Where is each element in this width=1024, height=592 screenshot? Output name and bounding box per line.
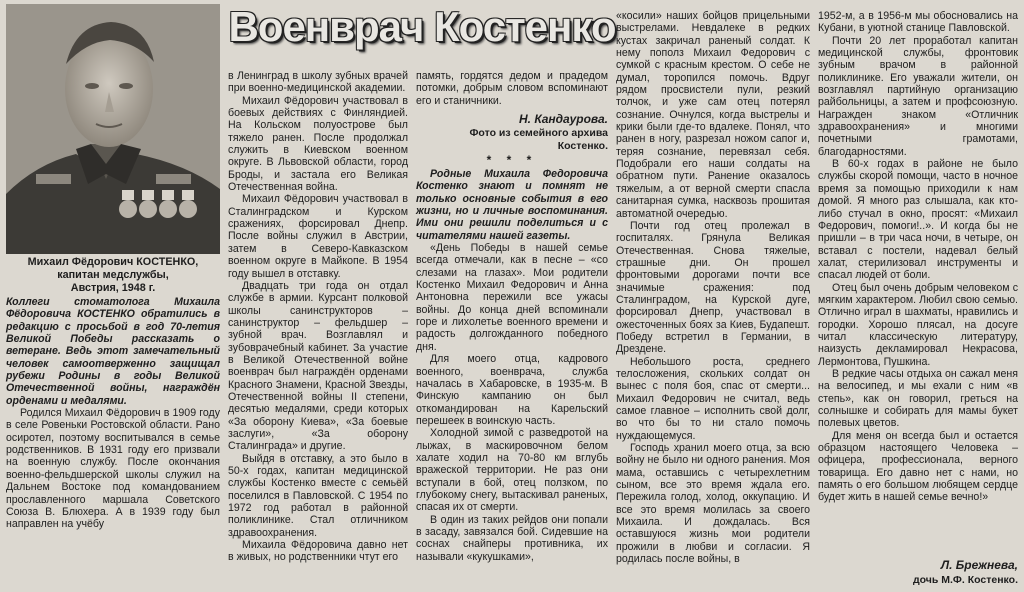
paragraph: Холодной зимой с разведротой на лыжах, в маскировочном белом халате ходил на 70-80 км вглубь вражеской территории. Не раз они вступали в бой, отец ползком, по глубокому снегу, вытаскивал раненых, спасая их от смерти. (416, 427, 608, 514)
photo-caption: Михаил Фёдорович КОСТЕНКО, капитан медслужбы, Австрия, 1948 г. (27, 256, 199, 294)
author-relation: дочь М.Ф. Костенко. (912, 574, 1018, 586)
headline: Военврач Костенко (228, 3, 616, 50)
paragraph: 1952-м, а в 1956-м мы обосновались на Кубани, в уютной станице Павловской. (818, 10, 1018, 35)
paragraph: Небольшого роста, среднего телосложения, скольких солдат он вынес с поля боя, спас от смерти... Михаил Федорович не считал, ведь самое главное – исполнить свой долг, во что бы то ни стало помочь нуждающемуся. (616, 355, 810, 442)
paragraph: Для меня он всегда был и остается образцом настоящего Человека – офицера, профессионала, верного товарища. Его давно нет с нами, но память о его большом любящем сердце будет жить в нашей семье вечно!» (818, 429, 1018, 504)
paragraph: Михаил Фёдорович участвовал в боевых действиях с Финляндией. На Кольском полуострове был тяжело ранен. После продолжал служить в Киевском военном округе. В Львовской области, город Броды, и застала его Великая Отечественная война. (228, 94, 408, 194)
portrait-photo (6, 4, 220, 254)
section-divider: * * * (486, 153, 538, 167)
intro-paragraph: Коллеги стоматолога Михаила Фёдоровича КОСТЕНКО обратились в редакцию с просьбой в год 70-летия Великой Победы рассказать о ветеране. Ведь этот замечательный человек самоотверженно защищал рубежи Родины в годы Великой Отечественной войны, награждён орденами и медалями. (6, 296, 220, 407)
soldier-portrait-image (6, 4, 220, 254)
paragraph: Михаил Фёдорович участвовал в Сталинградском и Курском сражениях, форсировал Днепр. После войны служил в Австрии, затем в Северо-Кавказском военном округе в Майкопе. В 1954 году вышел в отставку. (228, 193, 408, 280)
italic-lead: Родные Михаила Федоровича Костенко знают и помнят не только основные события в его жизни, но и личные воспоминания. Ими они решили поделиться и с читателями нашей газеты. (416, 168, 608, 242)
paragraph: Двадцать три года он отдал службе в армии. Курсант полковой школы санинструкторов – санинструктор – фельдшер – зубной врач. Возглавлял и зубоврачебный кабинет. За участие в Великой Отечественной войне военврач был награждён орденами Красного Знамени, Красной Звезды, Отечественной войны II степени, десятью медалями, среди которых «За оборону Киева», «За боевые заслуги», «За оборону Сталинграда» и другие. (228, 279, 408, 453)
paragraph: «День Победы в нашей семье всегда отмечали, как в песне – «со слезами на глазах». Мои родители Костенко Михаил Федорович и Анна Антоновна пережили все ужасы войны. До конца дней вспоминали горе и лихолетье военного времени и радость долгожданного победного дня. (416, 242, 608, 353)
paragraph: Михаила Фёдоровича давно нет в живых, но родственники чтут его (228, 539, 408, 564)
paragraph: Отец был очень добрым человеком с мягким характером. Любил свою семью. Отлично играл в шахматы, нравились и городки. Хорошо плясал, на досуге читал классическую литературу, наизусть декламировал Некрасова, Лермонтова, Пушкина. (818, 281, 1018, 368)
column-3-continued (416, 168, 608, 563)
column-5 (818, 10, 1018, 504)
paragraph: В 60-х годах в районе не было службы скорой помощи, часто в ночное время за помощью приходили к нам домой. Я много раз слышала, как кто-либо стучал в окно, просят: «Михаил Федорович, помоги!..». И когда бы не пришли – в три часа ночи, в четыре, он вставал с постели, надевал белый халат, стерилизовал инструменты и спасал людей от боли. (818, 158, 1018, 282)
paragraph: Господь хранил моего отца, за всю войну не было ни одного ранения. Моя мама, оставшись с четырехлетним сыном, все это время ждала его. Пережила голод, холод, оккупацию. И все это время молилась за своего Михаила. И дождалась. Вся оставшуюся жизнь мои родители прожили в любви и согласии. Я родилась после войны, в (616, 442, 810, 566)
column-2 (228, 70, 408, 564)
paragraph: В редкие часы отдыха он сажал меня на велосипед, и мы ехали с ним «в степь», как он говорил, греться на солнышке и собирать для мамы букет полевых цветов. (818, 367, 1018, 430)
author-signature-2: Л. Брежнева, (940, 558, 1018, 572)
paragraph: Выйдя в отставку, а это было в 50-х годах, капитан медицинской службы Костенко вместе с семьёй поселился в Павловской. С 1954 по 1972 год работал в районной поликлинике. Стал отличником здравоохранения. (228, 452, 408, 539)
paragraph: память, гордятся дедом и прадедом потомки, добрым словом вспоминают его и станичники. (416, 70, 608, 107)
paragraph: Для моего отца, кадрового военного, военврача, служба началась в Хабаровске, в 1935-м. В Финскую кампанию он был откомандирован на Карельский перешеек в воинскую часть. (416, 353, 608, 427)
column-4 (616, 10, 810, 565)
column-1 (6, 296, 220, 531)
photo-credit: Фото из семейного архива Костенко. (469, 127, 608, 152)
paragraph: «косили» наших бойцов прицельными выстрелами. Невдалеке в редких кустах закричал раненый солдат. К нему пополз Михаил Федорович с сумкой с красным крестом. О себе не думал, торопился помочь. Вдруг рядом просвистели пули, резкий толчок, и уже сам отец потерял сознание. Очнулся, когда выстрелы и крики были где-то вдалеке. Понял, что ранен в ногу, разрезал ножом сапог и, теряя сознание, перевязал себя. Подобрали его наши солдаты на обратном пути. Ранение оказалось тяжелым, а от верной смерти спасла санитарная сумка, насквозь прошитая автоматной очередью. (616, 10, 810, 220)
paragraph: Почти год отец пролежал в госпиталях. Грянула Великая Отечественная. Снова тяжелые, страшные дни. Он прошел фронтовыми дорогами почти все значимые сражения: под Сталинградом, на Курской дуге, форсировал Днепр, участвовал в ожесточенных боях за Киев, Будапешт. Победу встретил в Германии, в Дрездене. (616, 219, 810, 356)
paragraph: В один из таких рейдов они попали в засаду, завязался бой. Сидевшие на соснах снайперы противника, их называли «кукушками», (416, 513, 608, 563)
paragraph: Родился Михаил Фёдорович в 1909 году в селе Ровеньки Ростовской области. Рано осиротел, поэтому воспитывался в семье родственников. В 1931 году его призвали на военную службу. После окончания военно-фельдшерской школы служил на Дальнем Востоке под командованием прославленного маршала Советского Союза В. Блюхера. А в 1939 году был направлен на учёбу (6, 407, 220, 531)
paragraph: в Ленинград в школу зубных врачей при военно-медицинской академии. (228, 70, 408, 95)
paragraph: Почти 20 лет проработал капитан медицинской службы, фронтовик зубным врачом в районной поликлинике. Его уважали жители, он возглавлял партийную организацию райбольницы, а затем и профсоюзную. Награжден знаком «Отличник здравоохранения» и многими почетными грамотами, благодарностями. (818, 34, 1018, 158)
author-signature: Н. Кандаурова. (519, 112, 608, 126)
column-3 (416, 70, 608, 107)
